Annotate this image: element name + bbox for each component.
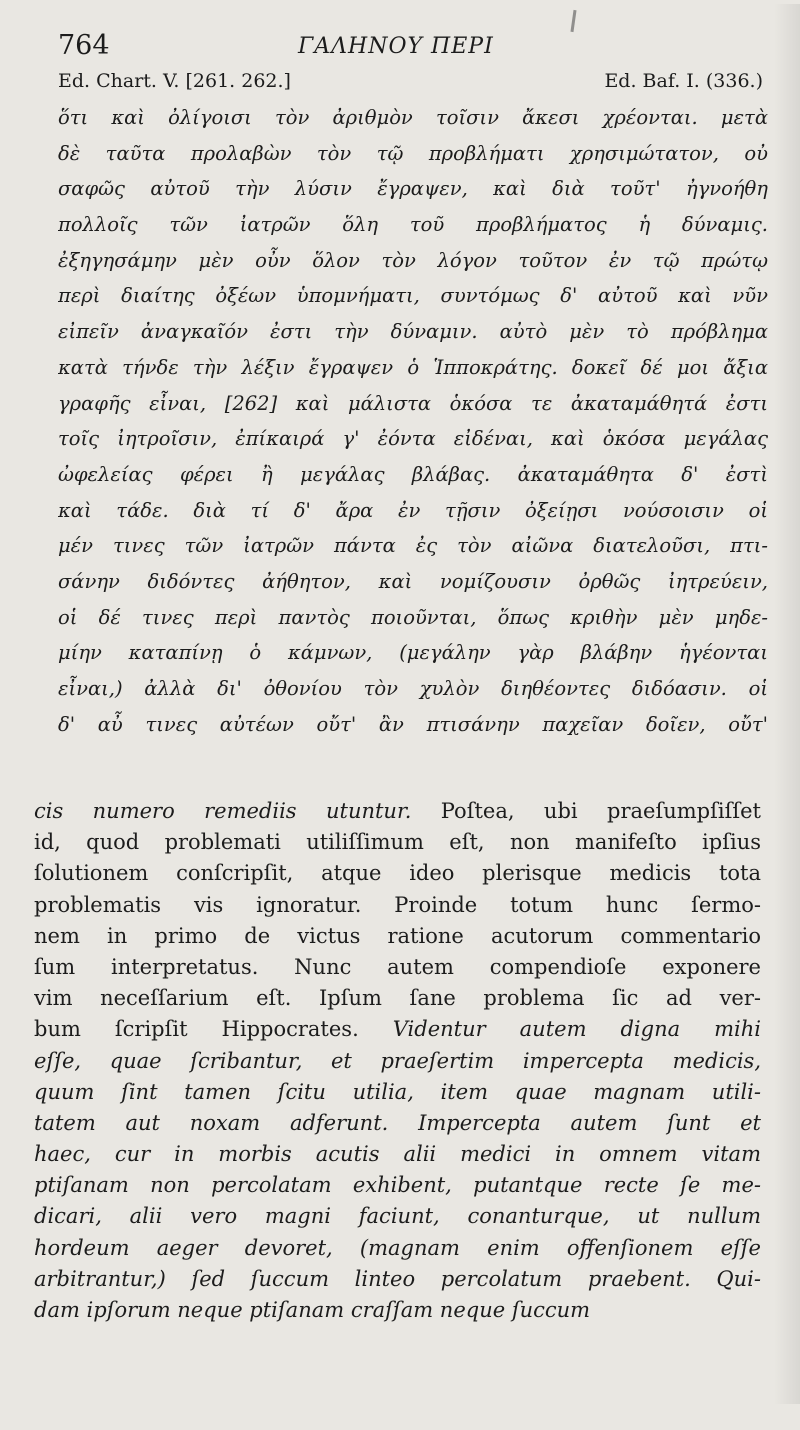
latin-roman-text: nem in primo de victus ratione acutorum commentario bbox=[34, 923, 761, 948]
greek-line: ὅτι καὶ ὀλίγοισι τὸν ἀριθμὸν τοῖσιν ἄκεσι χρέονται. μετὰ bbox=[58, 106, 768, 129]
latin-italic-text: dam ipſorum neque ptiſanam craſſam neque ſuccum bbox=[34, 1298, 591, 1322]
greek-line: πολλοῖς τῶν ἰατρῶν ὅλη τοῦ προβλήματος ἡ δύναμις. bbox=[58, 213, 768, 237]
greek-line: καὶ τάδε. διὰ τί δ' ἄρα ἐν τῇσιν ὀξείῃσι νούσοισιν οἱ bbox=[58, 498, 768, 522]
latin-line bbox=[34, 952, 761, 983]
latin-italic-text: quum ſint tamen ſcitu utilia, item quae magnam utili- bbox=[34, 1079, 761, 1104]
latin-italic-text: eſſe, quae ſcribantur, et praeſertim impercepta medicis, bbox=[34, 1048, 761, 1073]
greek-text-block bbox=[58, 100, 768, 742]
greek-line: οἱ δέ τινες περὶ παντὸς ποιοῦνται, ὅπως κριθὴν μὲν μηδε- bbox=[58, 605, 768, 629]
edition-chartier: Ed. Chart. V. [261. 262.] bbox=[58, 70, 291, 92]
page-number: 764 bbox=[58, 30, 110, 61]
ink-mark bbox=[570, 10, 576, 32]
latin-italic-text: arbitrantur,) ſed ſuccum linteo percolatum praebent. Qui- bbox=[34, 1266, 761, 1291]
greek-line: γραφῆς εἶναι, [262] καὶ μάλιστα ὁκόσα τε ἀκαταμάθητά ἐστι bbox=[58, 391, 768, 415]
latin-italic-text: Videntur autem digna mihi bbox=[392, 1017, 761, 1042]
greek-line: μίην καταπίνῃ ὁ κάμνων, (μεγάλην γὰρ βλάβην ἡγέονται bbox=[58, 641, 768, 665]
greek-line: ἐξηγησάμην μὲν οὖν ὅλον τὸν λόγον τοῦτον ἐν τῷ πρώτῳ bbox=[58, 248, 768, 272]
latin-roman-text: vim neceſſarium eſt. Ipſum ſane problema ſic ad ver- bbox=[34, 986, 761, 1011]
latin-italic-text: hordeum aeger devoret, (magnam enim offenſionem eſſe bbox=[34, 1235, 761, 1260]
latin-line bbox=[34, 921, 761, 952]
latin-italic-text: dicari, alii vero magni faciunt, conanturque, ut nullum bbox=[34, 1204, 761, 1229]
latin-line bbox=[34, 1014, 761, 1045]
greek-line: εἰπεῖν ἀναγκαῖόν ἐστι τὴν δύναμιν. αὐτὸ μὲν τὸ πρόβλημα bbox=[58, 320, 768, 344]
latin-line bbox=[34, 1264, 761, 1295]
greek-line: εἶναι,) ἀλλὰ δι' ὀθονίου τὸν χυλὸν διηθέοντες διδόασιν. οἱ bbox=[58, 677, 768, 700]
latin-italic-text: cis numero remediis utuntur. bbox=[34, 799, 412, 823]
latin-line bbox=[34, 1295, 761, 1326]
latin-line bbox=[34, 1108, 761, 1139]
page-header bbox=[58, 30, 758, 64]
latin-line bbox=[34, 1233, 761, 1264]
greek-line: περὶ διαίτης ὀξέων ὑπομνήματι, συντόμως δ' αὐτοῦ καὶ νῦν bbox=[58, 284, 768, 308]
edition-references bbox=[58, 70, 763, 96]
running-title: ΓΑΛΗΝΟΥ ΠΕΡΙ bbox=[298, 34, 494, 59]
latin-roman-text: problematis vis ignoratur. Proinde totum hunc ſermo- bbox=[34, 892, 761, 917]
latin-line bbox=[34, 983, 761, 1014]
page-edge-shadow bbox=[774, 4, 800, 1404]
greek-line: κατὰ τήνδε τὴν λέξιν ἔγραψεν ὁ Ἱπποκράτης. δοκεῖ δέ μοι ἄξια bbox=[58, 355, 768, 379]
latin-roman-text: ſolutionem conſcripſit, atque ideo plerisque medicis tota bbox=[34, 861, 761, 886]
latin-text-block bbox=[34, 796, 761, 1326]
greek-line: σάνην διδόντες ἀήθητον, καὶ νομίζουσιν ὀρθῶς ἰητρεύειν, bbox=[58, 569, 768, 593]
latin-line bbox=[34, 1170, 761, 1201]
latin-line bbox=[34, 858, 761, 889]
edition-basel: Ed. Baf. I. (336.) bbox=[604, 70, 763, 92]
greek-line: δὲ ταῦτα προλαβὼν τὸν τῷ προβλήματι χρησιμώτατον, οὐ bbox=[58, 141, 768, 165]
latin-line bbox=[34, 827, 761, 858]
latin-roman-text: id, quod problemati utiliſſimum eſt, non manifeſto ipſius bbox=[34, 830, 761, 855]
greek-line: ὠφελείας φέρει ἢ μεγάλας βλάβας. ἀκαταμάθητα δ' ἐστὶ bbox=[58, 462, 768, 486]
greek-line: σαφῶς αὐτοῦ τὴν λύσιν ἔγραψεν, καὶ διὰ τοῦτ' ἠγνοήθη bbox=[58, 177, 768, 201]
latin-line bbox=[34, 1077, 761, 1108]
latin-roman-text: bum ſcripſit Hippocrates. bbox=[34, 1017, 393, 1042]
greek-line: δ' αὖ τινες αὐτέων οὔτ' ἂν πτισάνην παχεῖαν δοῖεν, οὔτ' bbox=[58, 712, 768, 736]
latin-line bbox=[34, 796, 761, 827]
latin-line bbox=[34, 1046, 761, 1077]
latin-roman-text: Poſtea, ubi praeſumpſiſſet bbox=[411, 799, 761, 823]
latin-line bbox=[34, 1201, 761, 1232]
greek-line: τοῖς ἰητροῖσιν, ἐπίκαιρά γ' ἐόντα εἰδέναι, καὶ ὁκόσα μεγάλας bbox=[58, 427, 768, 451]
latin-italic-text: ptiſanam non percolatam exhibent, putantque recte ſe me- bbox=[34, 1173, 761, 1198]
latin-roman-text: ſum interpretatus. Nunc autem compendioſe exponere bbox=[34, 954, 761, 979]
greek-line: μέν τινες τῶν ἰατρῶν πάντα ἐς τὸν αἰῶνα διατελοῦσι, πτι- bbox=[58, 534, 768, 558]
latin-italic-text: haec, cur in morbis acutis alii medici in omnem vitam bbox=[34, 1142, 761, 1167]
latin-line bbox=[34, 890, 761, 921]
latin-line bbox=[34, 1139, 761, 1170]
latin-italic-text: tatem aut noxam adferunt. Impercepta autem ſunt et bbox=[34, 1110, 761, 1135]
